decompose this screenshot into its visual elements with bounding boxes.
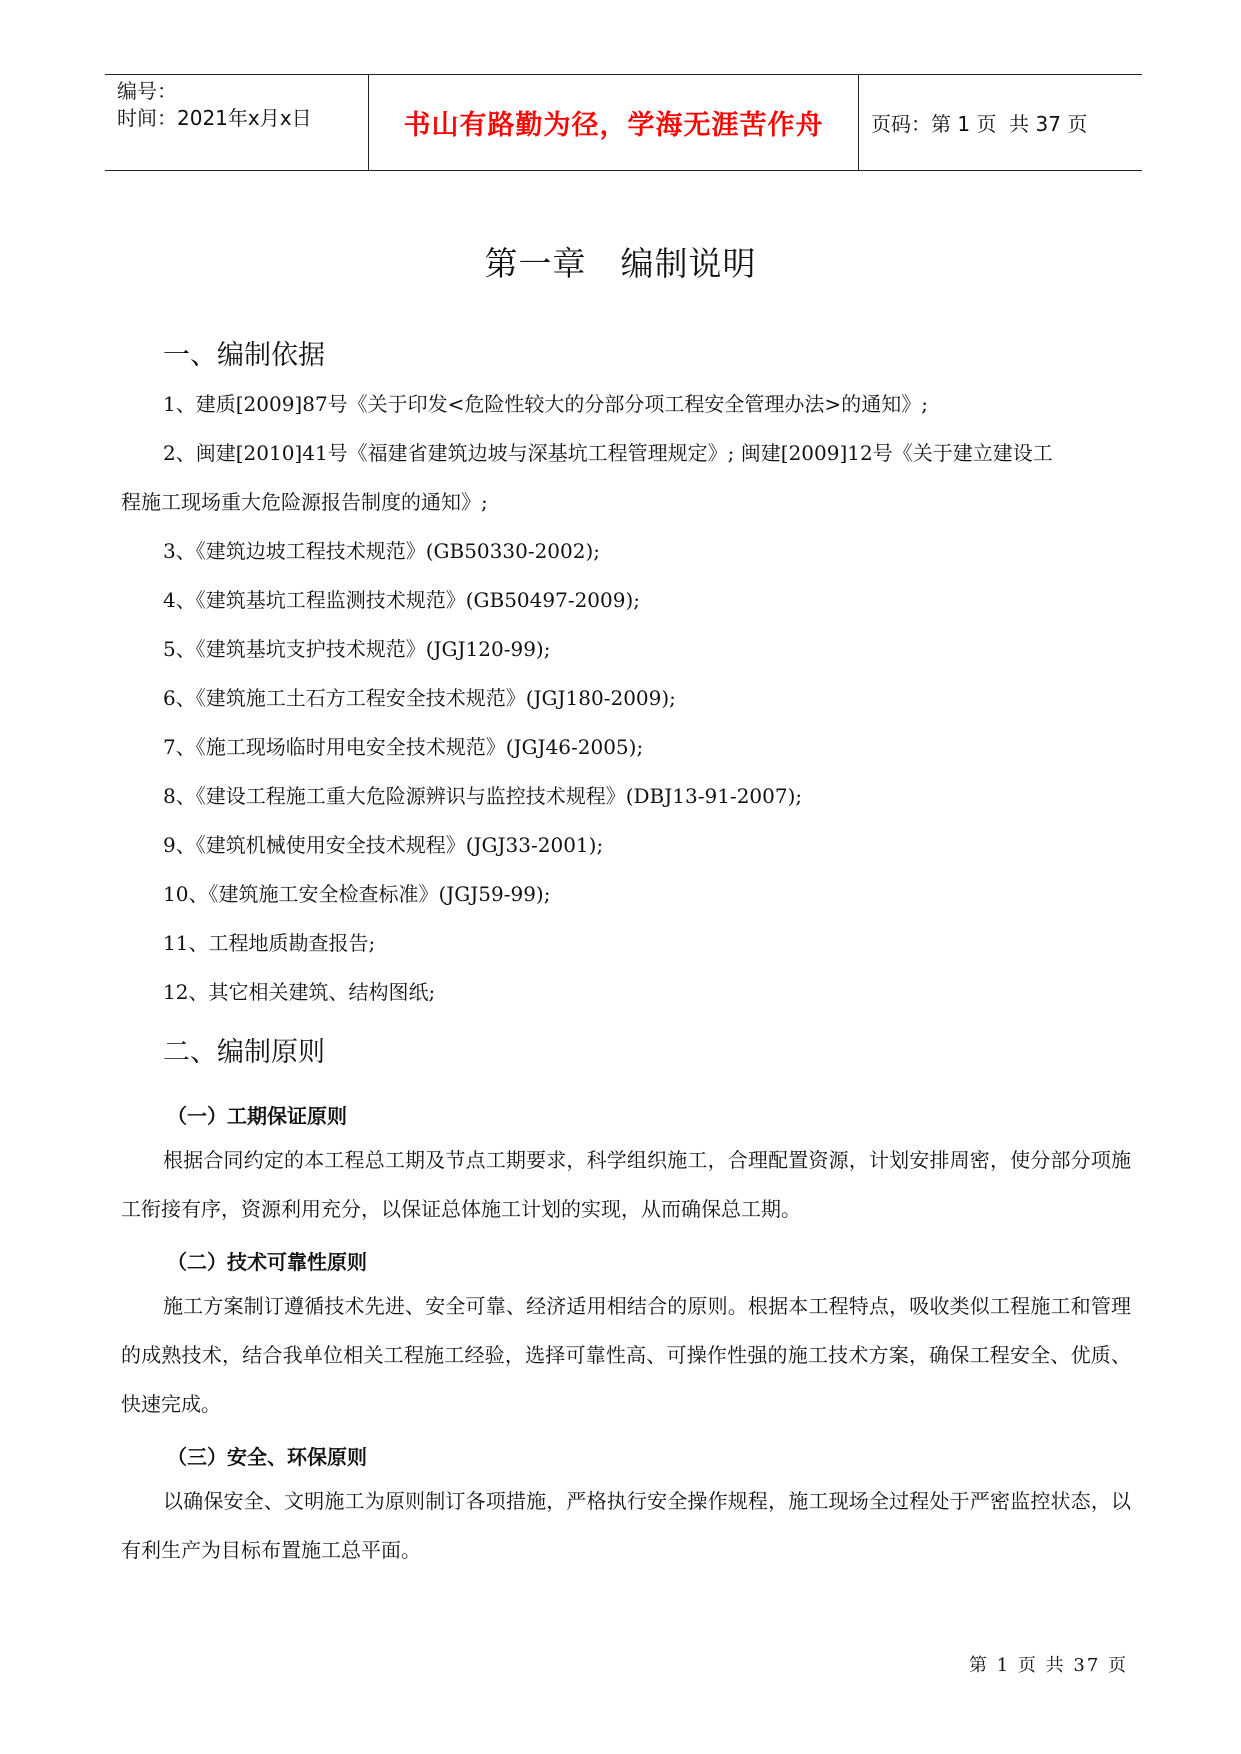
header-page-info: 页码：第 1 页 共 37 页 bbox=[871, 112, 1088, 136]
header-number-label: 编号： bbox=[117, 79, 177, 103]
list-item: 1、建质[2009]87号《关于印发<危险性较大的分部分项工程安全管理办法>的通知》; bbox=[163, 392, 928, 416]
header-meta bbox=[105, 75, 369, 170]
list-item: 6、《建筑施工土石方工程安全技术规范》(JGJ180-2009); bbox=[163, 686, 676, 710]
subsection-3-text: 以确保安全、文明施工为原则制订各项措施，严格执行安全操作规程，施工现场全过程处于严密监控状态，以有利生产为目标布置施工总平面。 bbox=[121, 1489, 1131, 1562]
list-item: 11、工程地质勘查报告; bbox=[163, 931, 376, 955]
page-footer: 第 1 页 共 37 页 bbox=[969, 1655, 1128, 1676]
chapter-number: 第一章 bbox=[484, 244, 587, 283]
subsection-1-text: 根据合同约定的本工程总工期及节点工期要求，科学组织施工，合理配置资源，计划安排周密，使分部分项施工衔接有序，资源利用充分，以保证总体施工计划的实现，从而确保总工期。 bbox=[121, 1148, 1131, 1221]
list-item: 9、《建筑机械使用安全技术规程》(JGJ33-2001); bbox=[163, 833, 604, 857]
list-item: 8、《建设工程施工重大危险源辨识与监控技术规程》(DBJ13-91-2007); bbox=[163, 784, 803, 808]
chapter-title bbox=[0, 238, 1241, 285]
list-item: 4、《建筑基坑工程监测技术规范》(GB50497-2009); bbox=[163, 588, 641, 612]
header-motto: 书山有路勤为径，学海无涯苦作舟 bbox=[403, 110, 824, 141]
list-item: 3、《建筑边坡工程技术规范》(GB50330-2002); bbox=[163, 539, 601, 563]
subsection-1-title: （一）工期保证原则 bbox=[167, 1104, 347, 1128]
subsection-2-text: 施工方案制订遵循技术先进、安全可靠、经济适用相结合的原则。根据本工程特点，吸收类似工程施工和管理的成熟技术，结合我单位相关工程施工经验，选择可靠性高、可操作性强的施工技术方案，确保工程安全、优质、快速完成。 bbox=[121, 1294, 1131, 1416]
list-item: 10、《建筑施工安全检查标准》(JGJ59-99); bbox=[163, 882, 551, 906]
section-2-title: 二、编制原则 bbox=[163, 1037, 325, 1068]
header-page-info-cell bbox=[859, 75, 1142, 170]
subsection-3-title: （三）安全、环保原则 bbox=[167, 1445, 367, 1469]
header-motto-cell bbox=[369, 75, 859, 170]
section-1-title: 一、编制依据 bbox=[163, 340, 325, 371]
list-item: 2、闽建[2010]41号《福建省建筑边坡与深基坑工程管理规定》; 闽建[2009]12号《关于建立建设工 bbox=[163, 441, 1053, 465]
subsection-2-title: （二）技术可靠性原则 bbox=[167, 1250, 367, 1274]
list-item-continuation: 程施工现场重大危险源报告制度的通知》; bbox=[121, 490, 488, 514]
header-time-label: 时间：2021年x月x日 bbox=[117, 106, 312, 130]
list-item: 12、其它相关建筑、结构图纸; bbox=[163, 980, 436, 1004]
list-item: 7、《施工现场临时用电安全技术规范》(JGJ46-2005); bbox=[163, 735, 644, 759]
document-header bbox=[105, 74, 1142, 171]
chapter-name: 编制说明 bbox=[620, 244, 757, 283]
list-item: 5、《建筑基坑支护技术规范》(JGJ120-99); bbox=[163, 637, 551, 661]
